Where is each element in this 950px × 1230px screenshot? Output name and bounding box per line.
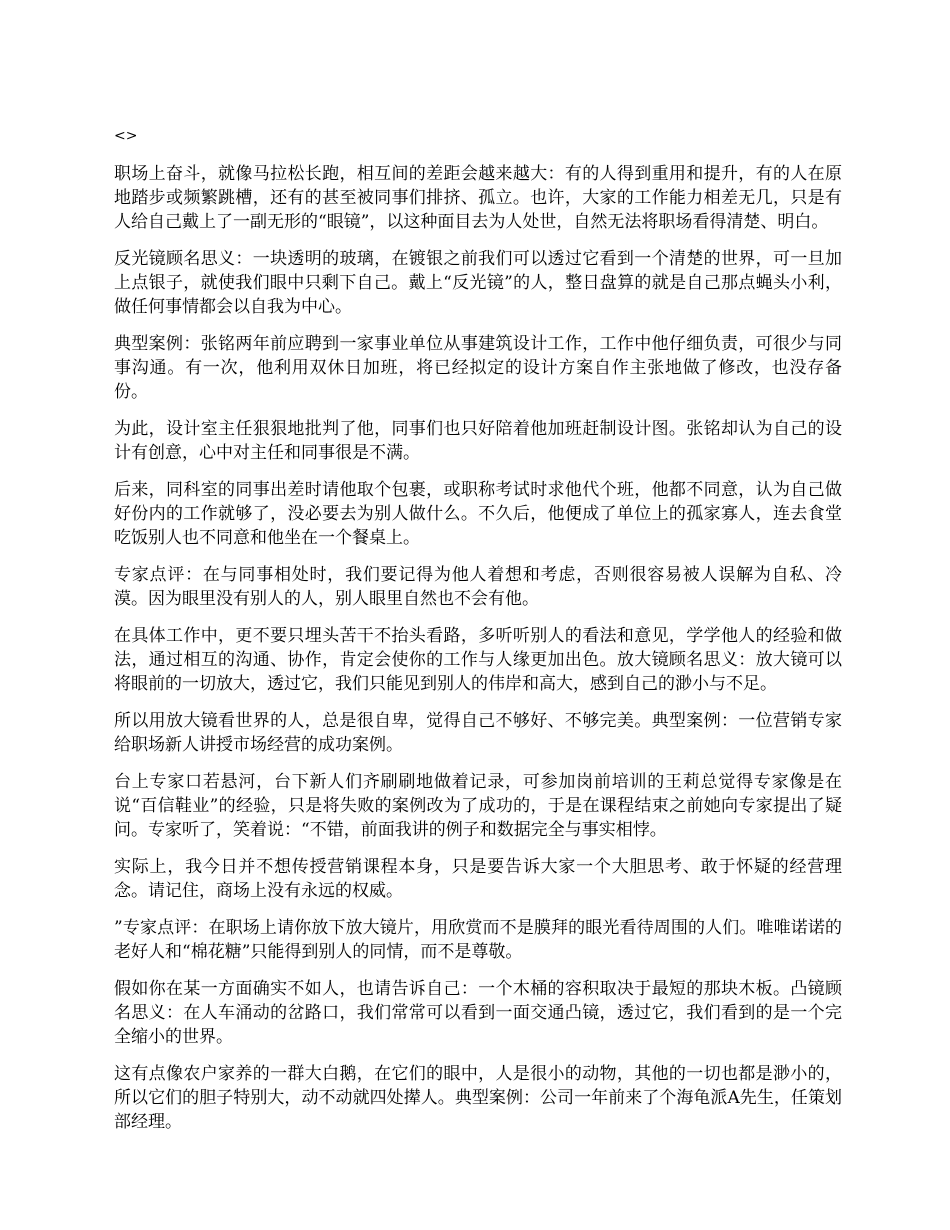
paragraph: 假如你在某一方面确实不如人，也请告诉自己：一个木桶的容积取决于最短的那块木板。凸镜顾名思义：在人车涌动的岔路口，我们常常可以看到一面交通凸镜，透过它，我们看到的是一个完全缩小的世界。 (114, 979, 842, 1047)
paragraph: 这有点像农户家养的一群大白鹅，在它们的眼中，人是很小的动物，其他的一切也都是渺小的，所以它们的胆子特别大，动不动就四处撵人。典型案例：公司一年前来了个海龟派A先生，任策划部经理。 (114, 1064, 842, 1132)
paragraph: 后来，同科室的同事出差时请他取个包裹，或职称考试时求他代个班，他都不同意，认为自己做好份内的工作就够了，没必要去为别人做什么。不久后，他便成了单位上的孤家寡人，连去食堂吃饭别人也不同意和他坐在一个餐桌上。 (114, 480, 842, 548)
paragraph: 反光镜顾名思义：一块透明的玻璃，在镀银之前我们可以透过它看到一个清楚的世界，可一旦加上点银子，就使我们眼中只剩下自己。戴上“反光镜”的人，整日盘算的就是自己那点蝇头小利，做任何事情都会以自我为中心。 (114, 249, 842, 317)
document-page (114, 124, 842, 1147)
paragraph: ”专家点评：在职场上请你放下放大镜片，用欣赏而不是膜拜的眼光看待周围的人们。唯唯诺诺的老好人和“棉花糖”只能得到别人的同情，而不是尊敬。 (114, 918, 842, 962)
paragraph: 为此，设计室主任狠狠地批判了他，同事们也只好陪着他加班赶制设计图。张铭却认为自己的设计有创意，心中对主任和同事很是不满。 (114, 419, 842, 463)
paragraph: 专家点评：在与同事相处时，我们要记得为他人着想和考虑，否则很容易被人误解为自私、冷漠。因为眼里没有别人的人，别人眼里自然也不会有他。 (114, 565, 842, 609)
header-mark: <> (114, 128, 138, 144)
paragraph: 所以用放大镜看世界的人，总是很自卑，觉得自己不够好、不够完美。典型案例：一位营销专家给职场新人讲授市场经营的成功案例。 (114, 711, 842, 755)
paragraph: 职场上奋斗，就像马拉松长跑，相互间的差距会越来越大：有的人得到重用和提升，有的人在原地踏步或频繁跳槽，还有的甚至被同事们排挤、孤立。也许，大家的工作能力相差无几，只是有人给自己戴上了一副无形的“眼镜”，以这种面目去为人处世，自然无法将职场看得清楚、明白。 (114, 164, 842, 232)
paragraph: 台上专家口若悬河，台下新人们齐刷刷地做着记录，可参加岗前培训的王莉总觉得专家像是在说“百信鞋业”的经验，只是将失败的案例改为了成功的，于是在课程结束之前她向专家提出了疑问。专家听了，笑着说：“不错，前面我讲的例子和数据完全与事实相悖。 (114, 772, 842, 840)
paragraph: 在具体工作中，更不要只埋头苦干不抬头看路，多听听别人的看法和意见，学学他人的经验和做法，通过相互的沟通、协作，肯定会使你的工作与人缘更加出色。放大镜顾名思义：放大镜可以将眼前的一切放大，透过它，我们只能见到别人的伟岸和高大，感到自己的渺小与不足。 (114, 626, 842, 694)
paragraph: 典型案例：张铭两年前应聘到一家事业单位从事建筑设计工作，工作中他仔细负责，可很少与同事沟通。有一次，他利用双休日加班，将已经拟定的设计方案自作主张地做了修改，也没存备份。 (114, 334, 842, 402)
paragraph: 实际上，我今日并不想传授营销课程本身，只是要告诉大家一个大胆思考、敢于怀疑的经营理念。请记住，商场上没有永远的权威。 (114, 857, 842, 901)
